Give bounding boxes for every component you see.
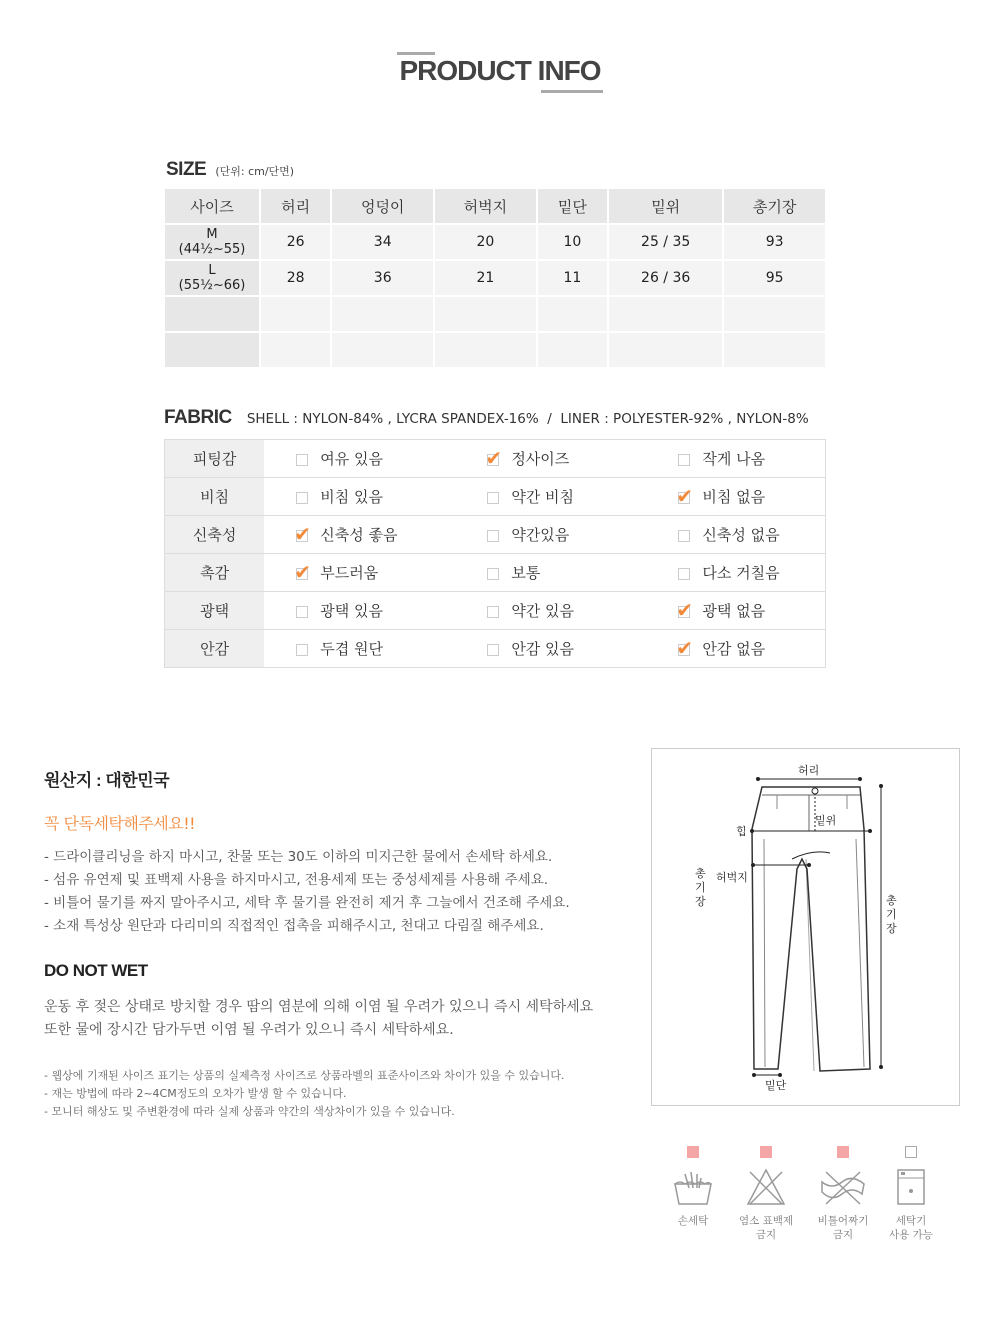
size-row-label [165, 332, 260, 367]
fabric-row [165, 630, 826, 668]
fabric-table [164, 439, 826, 668]
fabric-option [455, 516, 646, 554]
wash-item [653, 1146, 733, 1228]
fabric-option-label: 두겹 원단 [320, 640, 383, 658]
fabric-option-label: 약간있음 [511, 526, 570, 544]
fabric-row-label: 신축성 [165, 516, 265, 554]
checkbox-icon [487, 530, 499, 542]
page-title [397, 55, 602, 87]
fabric-option-label: 안감 없음 [702, 640, 766, 658]
fabric-option [455, 630, 646, 668]
fabric-option [455, 440, 646, 478]
hand-wash-icon [653, 1166, 733, 1210]
size-row-l [165, 260, 826, 296]
checkmark-icon: ✔ [676, 597, 694, 622]
wash-icons [653, 1146, 953, 1256]
title-decoration-top [397, 52, 435, 55]
size-row-m [165, 224, 826, 260]
fabric-option-label: 약간 비침 [511, 488, 575, 506]
fabric-option-label: 안감 있음 [511, 640, 575, 658]
wash-caption: 세탁기 사용 가능 [889, 1215, 933, 1241]
size-name: L [208, 263, 216, 278]
size-unit: (단위: cm/단면) [215, 165, 295, 178]
fabric-option [264, 478, 455, 516]
size-range: (44½~55) [178, 242, 246, 257]
donot-text [44, 996, 593, 1042]
size-col-header: 밑위 [608, 189, 723, 224]
care-line: - 섬유 유연제 및 표백제 사용을 하지마시고, 전용세제 또는 중성세제를 사용해 주세요. [44, 872, 549, 888]
size-cell [723, 332, 826, 367]
checkbox-icon [487, 606, 499, 618]
note-line: - 웹상에 기재된 사이즈 표기는 상품의 실제측정 사이즈로 상품라벨의 표준사이즈와 차이가 있을 수 있습니다. [44, 1069, 565, 1082]
fabric-option-label: 신축성 없음 [702, 526, 780, 544]
fabric-row [165, 440, 826, 478]
page-title-text: PRODUCT INFO [399, 55, 601, 86]
fabric-option-label: 광택 있음 [320, 602, 383, 620]
checkbox-icon [487, 644, 499, 656]
wash-warning: 꼭 단독세탁해주세요!! [44, 814, 196, 833]
fabric-section-header [164, 407, 809, 429]
fabric-option-label: 광택 없음 [702, 602, 766, 620]
checkbox-icon [296, 454, 308, 466]
checkbox-icon [296, 644, 308, 656]
inseam-label: 총 기 장 [695, 867, 706, 908]
hip-label: 힙 [736, 825, 747, 838]
checkmark-icon: ✔ [485, 445, 503, 470]
selected-indicator [837, 1146, 849, 1158]
checked-checkbox-icon [294, 521, 311, 546]
checked-checkbox-icon [485, 445, 503, 470]
checkmark-icon: ✔ [294, 521, 311, 546]
fabric-row-label: 피팅감 [165, 440, 265, 478]
size-row-label [165, 260, 260, 296]
size-table [165, 189, 827, 367]
size-cell [537, 296, 608, 332]
checkmark-icon: ✔ [676, 635, 694, 660]
size-cell [723, 296, 826, 332]
fabric-label: FABRIC [164, 407, 232, 428]
fabric-option [646, 630, 825, 668]
fabric-option [646, 516, 825, 554]
fabric-option [646, 440, 825, 478]
selected-indicator [687, 1146, 699, 1158]
size-cell: 28 [260, 260, 331, 296]
fabric-option-label: 신축성 좋음 [320, 526, 398, 544]
title-decoration-bottom [541, 90, 603, 93]
hem-label: 밑단 [765, 1079, 787, 1092]
size-cell: 95 [723, 260, 826, 296]
size-cell [537, 332, 608, 367]
fabric-option [264, 554, 455, 592]
header [0, 55, 1000, 87]
fabric-option [455, 478, 646, 516]
thigh-label: 허벅지 [716, 871, 748, 884]
checked-checkbox-icon [676, 597, 694, 622]
unselected-indicator [905, 1146, 917, 1158]
size-cell [608, 332, 723, 367]
size-cell: 93 [723, 224, 826, 260]
wash-item [726, 1146, 806, 1242]
fabric-option-label: 정사이즈 [511, 450, 570, 468]
size-cell: 11 [537, 260, 608, 296]
checkbox-icon [678, 530, 690, 542]
note-line: - 재는 방법에 따라 2~4CM정도의 오차가 발생 할 수 있습니다. [44, 1087, 347, 1100]
care-instructions [44, 846, 570, 938]
fabric-row-label: 비침 [165, 478, 265, 516]
size-cell: 25 / 35 [608, 224, 723, 260]
fabric-option-label: 보통 [511, 564, 541, 582]
size-cell: 36 [331, 260, 434, 296]
fabric-option-label: 다소 거칠음 [702, 564, 780, 582]
fabric-row-label: 광택 [165, 592, 265, 630]
size-cell: 26 / 36 [608, 260, 723, 296]
no-bleach-icon [726, 1166, 806, 1210]
care-line: - 드라이클리닝을 하지 마시고, 찬물 또는 30도 이하의 미지근한 물에서 손세탁 하세요. [44, 849, 553, 865]
fabric-option [264, 592, 455, 630]
size-cell [434, 296, 537, 332]
wash-caption: 손세탁 [677, 1215, 709, 1227]
origin-label: 원산지 : 대한민국 [44, 771, 170, 790]
checkmark-icon: ✔ [294, 559, 311, 584]
donot-line: 또한 물에 장시간 담가두면 이염 될 우려가 있으니 즉시 세탁하세요. [44, 1022, 454, 1038]
fabric-row [165, 516, 826, 554]
pants-measurement-diagram [651, 748, 960, 1106]
size-cell [434, 332, 537, 367]
fabric-option [455, 554, 646, 592]
checkbox-icon [678, 454, 690, 466]
size-table-header-row [165, 189, 826, 224]
size-row-empty [165, 296, 826, 332]
size-cell [331, 332, 434, 367]
notes [44, 1067, 564, 1121]
size-row-empty [165, 332, 826, 367]
fabric-row-label: 촉감 [165, 554, 265, 592]
fabric-row [165, 478, 826, 516]
size-col-header: 엉덩이 [331, 189, 434, 224]
fabric-option [646, 478, 825, 516]
size-cell [331, 296, 434, 332]
donot-title: DO NOT WET [44, 961, 148, 980]
size-cell [608, 296, 723, 332]
size-col-header: 밑단 [537, 189, 608, 224]
fabric-option-label: 약간 있음 [511, 602, 575, 620]
rise-label: 밑위 [815, 814, 837, 827]
checked-checkbox-icon [676, 483, 694, 508]
fabric-composition: SHELL : NYLON-84% , LYCRA SPANDEX-16% / LINER : POLYESTER-92% , NYLON-8% [246, 411, 809, 427]
size-cell: 21 [434, 260, 537, 296]
pants-illustration [652, 749, 959, 1105]
checkbox-icon [678, 568, 690, 580]
donot-line: 운동 후 젖은 상태로 방치할 경우 땀의 염분에 의해 이염 될 우려가 있으니 즉시 세탁하세요 [44, 999, 594, 1015]
size-col-header: 총기장 [723, 189, 826, 224]
wash-item [871, 1146, 951, 1242]
size-section-header [166, 159, 294, 181]
size-cell: 26 [260, 224, 331, 260]
fabric-row-label: 안감 [165, 630, 265, 668]
waist-label: 허리 [798, 764, 820, 777]
fabric-option [264, 516, 455, 554]
size-row-label [165, 296, 260, 332]
fabric-option [455, 592, 646, 630]
checkbox-icon [296, 492, 308, 504]
care-line: - 소재 특성상 원단과 다리미의 직접적인 접촉을 피해주시고, 천대고 다림질 해주세요. [44, 918, 544, 934]
note-line: - 모니터 해상도 및 주변환경에 따라 실제 상품과 약간의 색상차이가 있을 수 있습니다. [44, 1105, 455, 1118]
fabric-option-label: 부드러움 [320, 564, 379, 582]
size-row-label [165, 224, 260, 260]
total-length-label: 총 기 장 [886, 894, 897, 935]
size-cell [260, 332, 331, 367]
size-label: SIZE [166, 159, 207, 180]
wash-caption: 염소 표백제 금지 [738, 1215, 794, 1241]
fabric-option [646, 554, 825, 592]
wash-caption: 비틀어짜기 금지 [817, 1215, 869, 1241]
fabric-option [264, 440, 455, 478]
selected-indicator [760, 1146, 772, 1158]
size-name: M [206, 227, 218, 242]
checked-checkbox-icon [294, 559, 311, 584]
size-cell: 34 [331, 224, 434, 260]
fabric-option-label: 여유 있음 [320, 450, 383, 468]
size-col-header: 허리 [260, 189, 331, 224]
fabric-row [165, 554, 826, 592]
size-range: (55½~66) [178, 278, 246, 293]
checkmark-icon: ✔ [676, 483, 694, 508]
size-col-header: 사이즈 [165, 189, 260, 224]
checkbox-icon [487, 568, 499, 580]
size-cell: 10 [537, 224, 608, 260]
care-line: - 비틀어 물기를 짜지 말아주시고, 세탁 후 물기를 완전히 제거 후 그늘에서 건조해 주세요. [44, 895, 570, 911]
checkbox-icon [487, 492, 499, 504]
checkbox-icon [296, 606, 308, 618]
fabric-option [264, 630, 455, 668]
size-col-header: 허벅지 [434, 189, 537, 224]
fabric-option-label: 작게 나옴 [702, 450, 766, 468]
fabric-option-label: 비침 있음 [320, 488, 383, 506]
washing-machine-icon [871, 1166, 951, 1210]
fabric-option-label: 비침 없음 [702, 488, 766, 506]
size-cell [260, 296, 331, 332]
fabric-option [646, 592, 825, 630]
fabric-row [165, 592, 826, 630]
checked-checkbox-icon [676, 635, 694, 660]
size-cell: 20 [434, 224, 537, 260]
